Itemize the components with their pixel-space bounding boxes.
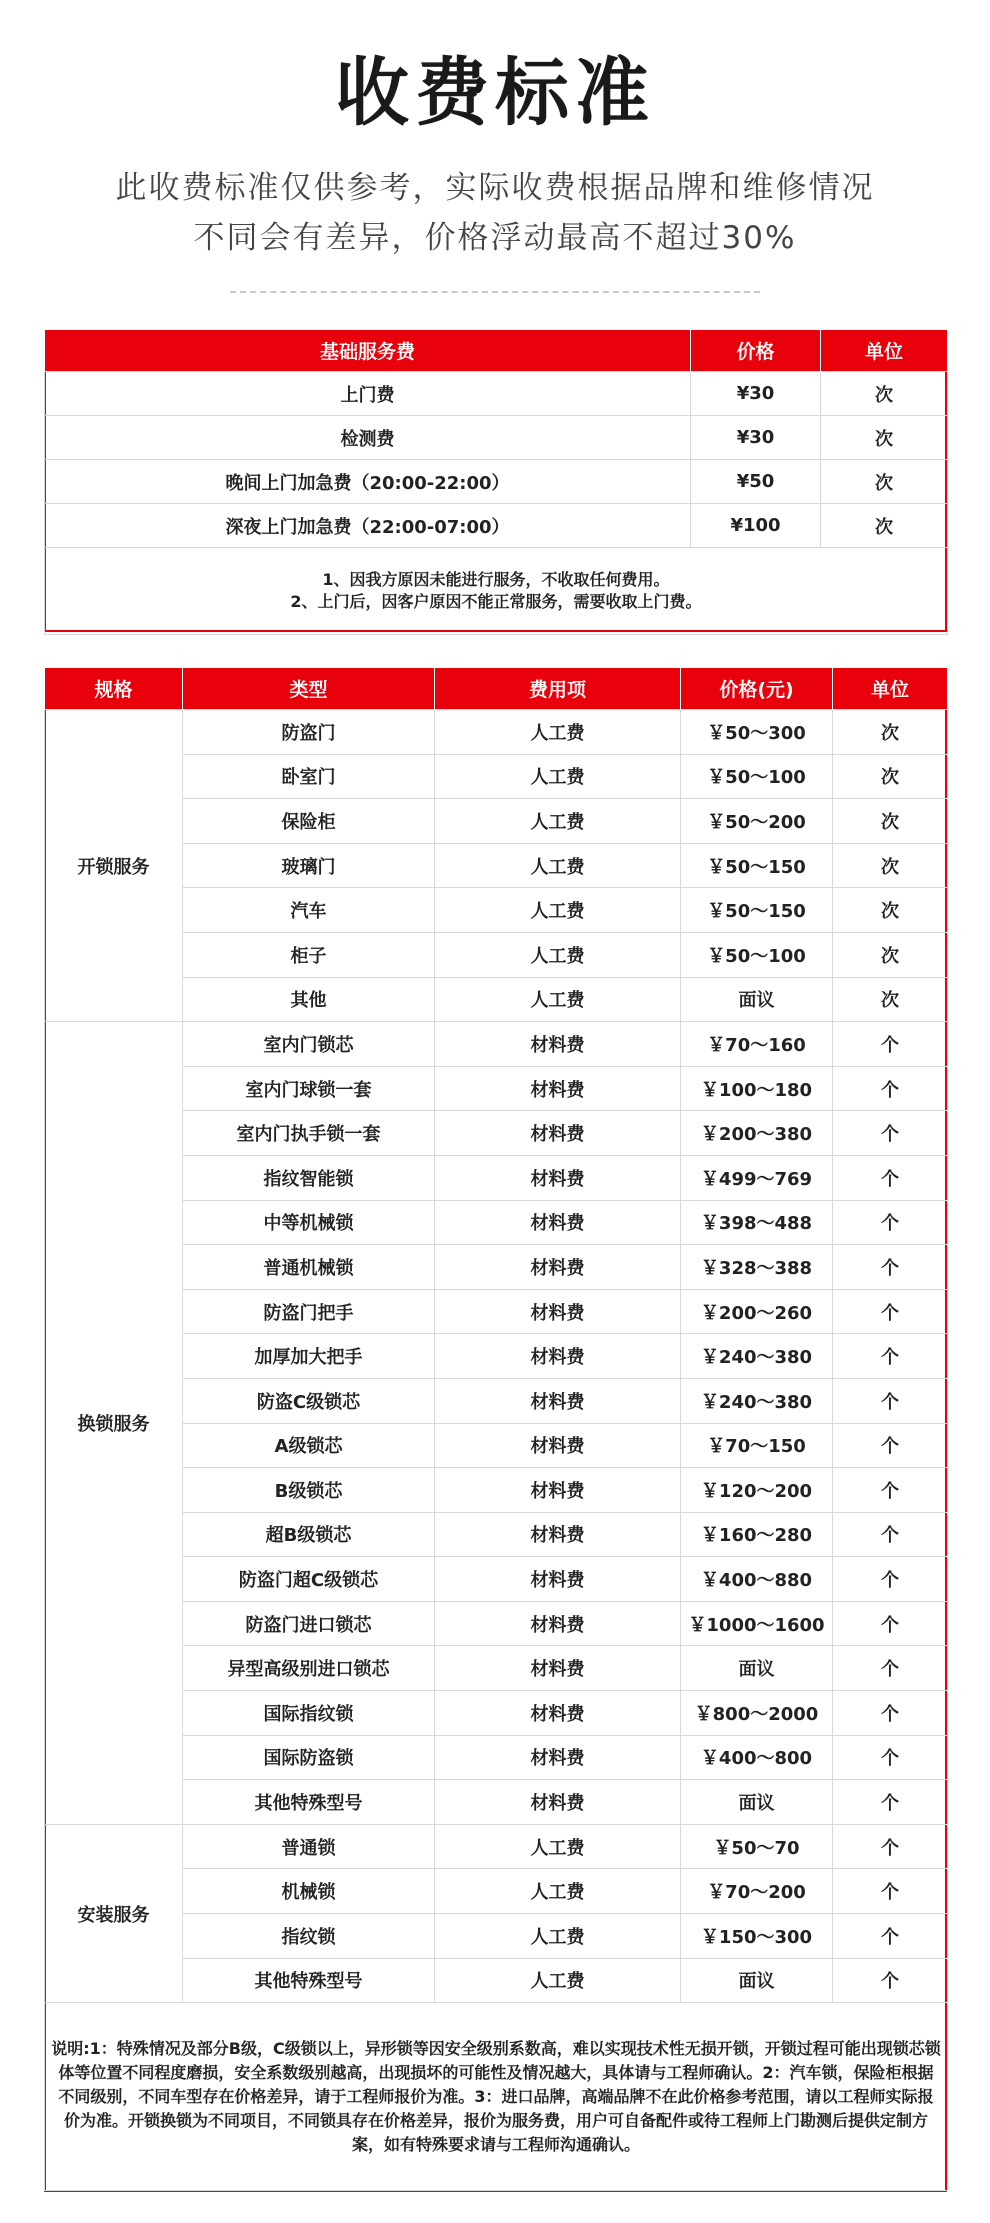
fee-price: ¥50	[691, 460, 821, 504]
page-title: 收费标准	[335, 50, 655, 136]
item-type: 机械锁	[183, 1869, 435, 1914]
basic-fee-note-line2: 2、上门后，因客户原因不能正常服务，需要收取上门费。	[290, 592, 702, 611]
fee-item: 材料费	[435, 1780, 681, 1825]
unit: 次	[833, 799, 948, 844]
item-type: 异型高级别进口锁芯	[183, 1646, 435, 1691]
price-range: ￥50～150	[681, 888, 833, 933]
fee-item: 材料费	[435, 1601, 681, 1646]
fee-price: ¥30	[691, 372, 821, 416]
unit: 个	[833, 1022, 948, 1067]
item-type: 指纹智能锁	[183, 1155, 435, 1200]
item-type: 超B级锁芯	[183, 1512, 435, 1557]
item-type: 保险柜	[183, 799, 435, 844]
unit: 个	[833, 1334, 948, 1379]
fee-item: 材料费	[435, 1245, 681, 1290]
unit: 个	[833, 1735, 948, 1780]
pricing-body	[45, 710, 948, 2191]
fee-item: 人工费	[435, 932, 681, 977]
price-range: ￥200～380	[681, 1111, 833, 1156]
fee-item: 材料费	[435, 1691, 681, 1736]
fee-item: 材料费	[435, 1200, 681, 1245]
basic-fee-table	[44, 329, 948, 635]
price-range: ￥50～70	[681, 1824, 833, 1869]
item-type: 防盗门	[183, 710, 435, 755]
price-range: ￥398～488	[681, 1200, 833, 1245]
price-range: ￥50～100	[681, 754, 833, 799]
unit: 个	[833, 1869, 948, 1914]
item-type: 中等机械锁	[183, 1200, 435, 1245]
header-price-yuan: 价格(元)	[681, 668, 833, 710]
item-type: 玻璃门	[183, 843, 435, 888]
item-type: A级锁芯	[183, 1423, 435, 1468]
fee-item: 材料费	[435, 1735, 681, 1780]
dashed-divider	[230, 291, 760, 293]
fee-item: 人工费	[435, 799, 681, 844]
table-row	[45, 372, 948, 416]
fee-unit: 次	[821, 460, 948, 504]
unit: 次	[833, 932, 948, 977]
fee-item: 人工费	[435, 1824, 681, 1869]
price-range: ￥50～200	[681, 799, 833, 844]
header-unit: 单位	[821, 330, 948, 372]
price-range: 面议	[681, 1780, 833, 1825]
item-type: 其他	[183, 977, 435, 1022]
service-group-label: 安装服务	[45, 1824, 183, 2002]
item-type: 指纹锁	[183, 1914, 435, 1959]
price-range: ￥200～260	[681, 1289, 833, 1334]
page-subtitle-line2: 不同会有差异，价格浮动最高不超过30%	[193, 220, 797, 256]
fee-item: 人工费	[435, 888, 681, 933]
item-type: 室内门球锁一套	[183, 1066, 435, 1111]
price-range: ￥50～300	[681, 710, 833, 755]
table-row	[45, 416, 948, 460]
item-type: 加厚加大把手	[183, 1334, 435, 1379]
price-range: ￥50～150	[681, 843, 833, 888]
table-row	[45, 1022, 948, 1067]
unit: 次	[833, 710, 948, 755]
fee-item: 人工费	[435, 977, 681, 1022]
fee-name: 深夜上门加急费（22:00-07:00）	[45, 504, 691, 548]
item-type: 防盗门把手	[183, 1289, 435, 1334]
fee-unit: 次	[821, 504, 948, 548]
fee-item: 材料费	[435, 1468, 681, 1513]
fee-item: 材料费	[435, 1557, 681, 1602]
unit: 个	[833, 1958, 948, 2003]
item-type: B级锁芯	[183, 1468, 435, 1513]
price-range: ￥240～380	[681, 1334, 833, 1379]
item-type: 国际指纹锁	[183, 1691, 435, 1736]
item-type: 防盗C级锁芯	[183, 1378, 435, 1423]
header-spec: 规格	[45, 668, 183, 710]
item-type: 防盗门超C级锁芯	[183, 1557, 435, 1602]
item-type: 其他特殊型号	[183, 1958, 435, 2003]
page-subtitle-line1: 此收费标准仅供参考，实际收费根据品牌和维修情况	[115, 170, 875, 206]
fee-item: 人工费	[435, 710, 681, 755]
fee-item: 人工费	[435, 1958, 681, 2003]
fee-item: 材料费	[435, 1111, 681, 1156]
fee-price: ¥30	[691, 416, 821, 460]
unit: 次	[833, 754, 948, 799]
price-range: ￥70～200	[681, 1869, 833, 1914]
pricing-note-row	[45, 2003, 948, 2191]
unit: 个	[833, 1468, 948, 1513]
fee-item: 材料费	[435, 1423, 681, 1468]
fee-name: 上门费	[45, 372, 691, 416]
service-group-label: 开锁服务	[45, 710, 183, 1022]
price-range: 面议	[681, 1958, 833, 2003]
price-range: ￥328～388	[681, 1245, 833, 1290]
service-group-label: 换锁服务	[45, 1022, 183, 1825]
item-type: 柜子	[183, 932, 435, 977]
unit: 次	[833, 843, 948, 888]
price-range: ￥240～380	[681, 1378, 833, 1423]
fee-item: 人工费	[435, 754, 681, 799]
unit: 个	[833, 1155, 948, 1200]
unit: 个	[833, 1200, 948, 1245]
price-range: ￥800～2000	[681, 1691, 833, 1736]
item-type: 卧室门	[183, 754, 435, 799]
fee-name: 检测费	[45, 416, 691, 460]
fee-item: 人工费	[435, 843, 681, 888]
price-range: 面议	[681, 1646, 833, 1691]
price-range: ￥70～150	[681, 1423, 833, 1468]
unit: 个	[833, 1557, 948, 1602]
fee-name: 晚间上门加急费（20:00-22:00）	[45, 460, 691, 504]
fee-unit: 次	[821, 416, 948, 460]
item-type: 国际防盗锁	[183, 1735, 435, 1780]
unit: 个	[833, 1245, 948, 1290]
unit: 个	[833, 1111, 948, 1156]
price-range: ￥100～180	[681, 1066, 833, 1111]
table-row	[45, 710, 948, 755]
table-row	[45, 460, 948, 504]
unit: 个	[833, 1646, 948, 1691]
fee-item: 材料费	[435, 1646, 681, 1691]
price-range: ￥70～160	[681, 1022, 833, 1067]
price-range: ￥120～200	[681, 1468, 833, 1513]
pricing-table	[44, 667, 948, 2191]
unit: 个	[833, 1824, 948, 1869]
basic-fee-header-row	[45, 330, 948, 372]
item-type: 室内门锁芯	[183, 1022, 435, 1067]
header-unit: 单位	[833, 668, 948, 710]
fee-item: 材料费	[435, 1334, 681, 1379]
fee-item: 材料费	[435, 1155, 681, 1200]
fee-item: 材料费	[435, 1066, 681, 1111]
table-row	[45, 504, 948, 548]
fee-item: 材料费	[435, 1022, 681, 1067]
fee-item: 材料费	[435, 1289, 681, 1334]
price-range: 面议	[681, 977, 833, 1022]
fee-item: 材料费	[435, 1378, 681, 1423]
fee-unit: 次	[821, 372, 948, 416]
basic-fee-note-line1: 1、因我方原因未能进行服务，不收取任何费用。	[322, 570, 670, 589]
header-basic-service: 基础服务费	[45, 330, 691, 372]
unit: 次	[833, 888, 948, 933]
fee-price: ¥100	[691, 504, 821, 548]
price-range: ￥50～100	[681, 932, 833, 977]
unit: 个	[833, 1512, 948, 1557]
price-range: ￥400～800	[681, 1735, 833, 1780]
item-type: 室内门执手锁一套	[183, 1111, 435, 1156]
fee-item: 人工费	[435, 1869, 681, 1914]
item-type: 普通锁	[183, 1824, 435, 1869]
table-row	[45, 1824, 948, 1869]
unit: 个	[833, 1914, 948, 1959]
price-range: ￥1000～1600	[681, 1601, 833, 1646]
unit: 个	[833, 1691, 948, 1736]
header-fee-item: 费用项	[435, 668, 681, 710]
fee-item: 人工费	[435, 1914, 681, 1959]
unit: 个	[833, 1289, 948, 1334]
price-range: ￥160～280	[681, 1512, 833, 1557]
price-range: ￥150～300	[681, 1914, 833, 1959]
unit: 个	[833, 1066, 948, 1111]
header-type: 类型	[183, 668, 435, 710]
unit: 次	[833, 977, 948, 1022]
price-range: ￥400～880	[681, 1557, 833, 1602]
item-type: 汽车	[183, 888, 435, 933]
header-price: 价格	[691, 330, 821, 372]
unit: 个	[833, 1423, 948, 1468]
fee-item: 材料费	[435, 1512, 681, 1557]
basic-fee-note-row	[45, 548, 948, 635]
price-range: ￥499～769	[681, 1155, 833, 1200]
pricing-header-row	[45, 668, 948, 710]
item-type: 防盗门进口锁芯	[183, 1601, 435, 1646]
unit: 个	[833, 1780, 948, 1825]
pricing-note: 说明:1：特殊情况及部分B级，C级锁以上，异形锁等因安全级别系数高，难以实现技术性无损开锁，开锁过程可能出现锁芯锁体等位置不同程度磨损，安全系数级别越高，出现损坏的可能性及情况越大，具体请与工程师确认。2：汽车锁，保险柜根据不同级别，不同车型存在价格差异，请于工程师报价为准。3：进口品牌，高端品牌不在此价格参考范围，请以工程师实际报价为准。开锁换锁为不同项目，不同锁具存在价格差异，报价为服务费，用户可自备配件或待工程师上门勘测后提供定制方案，如有特殊要求请与工程师沟通确认。	[45, 2003, 948, 2191]
unit: 个	[833, 1378, 948, 1423]
item-type: 普通机械锁	[183, 1245, 435, 1290]
item-type: 其他特殊型号	[183, 1780, 435, 1825]
basic-fee-note	[45, 548, 948, 635]
unit: 个	[833, 1601, 948, 1646]
